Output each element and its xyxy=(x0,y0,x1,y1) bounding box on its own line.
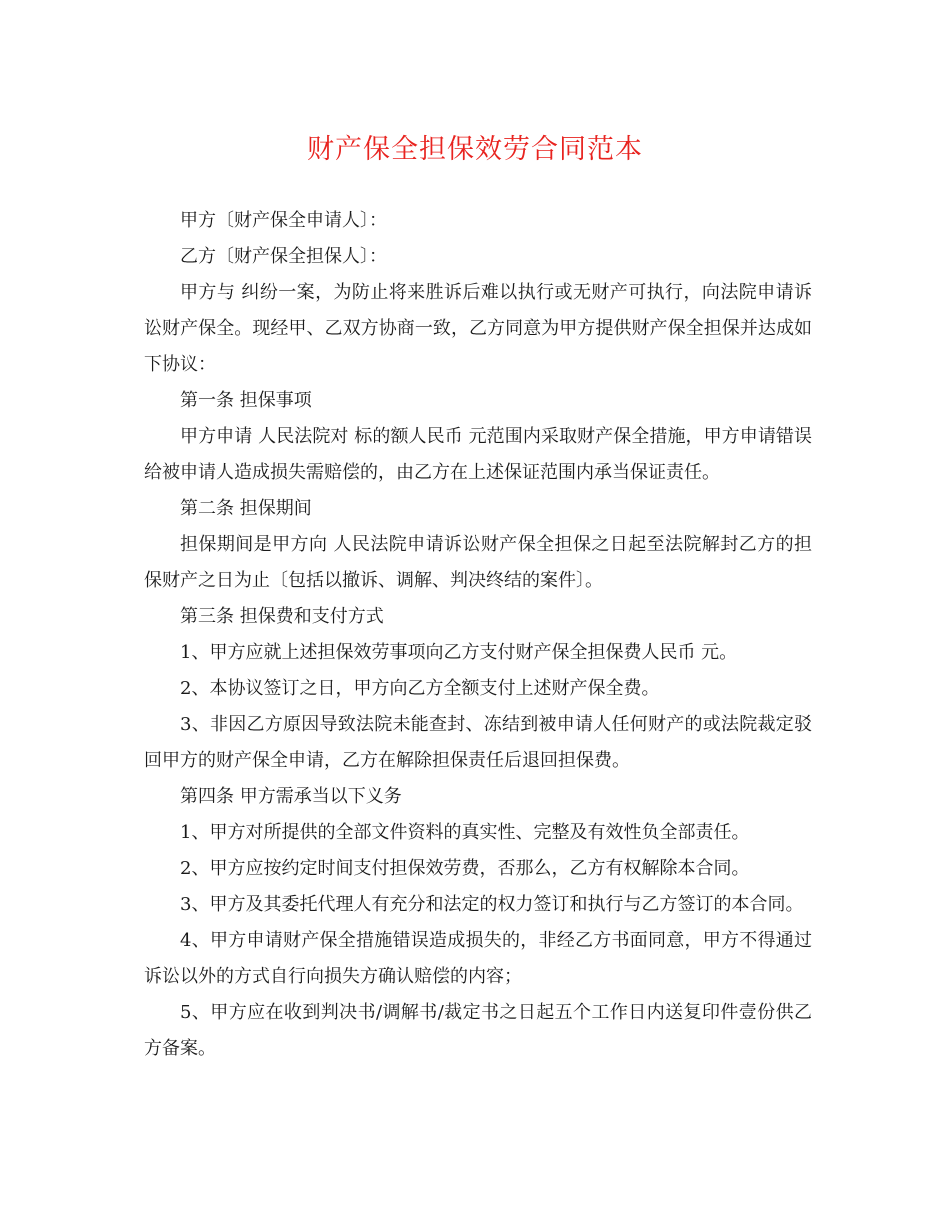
preamble-paragraph: 甲方与 纠纷一案，为防止将来胜诉后难以执行或无财产可执行，向法院申请诉讼财产保全。现经甲、乙双方协商一致，乙方同意为甲方提供财产保全担保并达成如下协议： xyxy=(144,282,812,375)
document-title: 财产保全担保效劳合同范本 xyxy=(307,134,643,165)
article-4-heading: 第四条 甲方需承当以下义务 xyxy=(180,786,402,807)
article-2-text: 担保期间是甲方向 人民法院申请诉讼财产保全担保之日起至法院解封乙方的担保财产之日为止〔包括以撤诉、调解、判决终结的案件〕。 xyxy=(144,534,812,591)
document-body xyxy=(144,203,812,1067)
article-4-item-1: 1、甲方对所提供的全部文件资料的真实性、完整及有效性负全部责任。 xyxy=(180,822,750,843)
article-1-text: 甲方申请 人民法院对 标的额人民币 元范围内采取财产保全措施，甲方申请错误给被申请人造成损失需赔偿的，由乙方在上述保证范围内承当保证责任。 xyxy=(144,426,812,483)
article-4-item-4: 4、甲方申请财产保全措施错误造成损失的，非经乙方书面同意，甲方不得通过诉讼以外的方式自行向损失方确认赔偿的内容； xyxy=(144,930,812,987)
article-3-item-1: 1、甲方应就上述担保效劳事项向乙方支付财产保全担保费人民币 元。 xyxy=(180,642,738,663)
article-2-heading: 第二条 担保期间 xyxy=(180,498,312,519)
article-3-item-3: 3、非因乙方原因导致法院未能查封、冻结到被申请人任何财产的或法院裁定驳回甲方的财产保全申请，乙方在解除担保责任后退回担保费。 xyxy=(144,714,812,771)
party-a-line: 甲方〔财产保全申请人〕： xyxy=(180,210,387,231)
article-3-item-2: 2、本协议签订之日，甲方向乙方全额支付上述财产保全费。 xyxy=(180,678,660,699)
article-4-item-5: 5、甲方应在收到判决书/调解书/裁定书之日起五个工作日内送复印件壹份供乙方备案。 xyxy=(144,1002,812,1059)
article-3-heading: 第三条 担保费和支付方式 xyxy=(180,606,384,627)
article-1-heading: 第一条 担保事项 xyxy=(180,390,312,411)
article-4-item-2: 2、甲方应按约定时间支付担保效劳费，否那么，乙方有权解除本合同。 xyxy=(180,858,750,879)
party-b-line: 乙方〔财产保全担保人〕： xyxy=(180,246,387,267)
article-4-item-3: 3、甲方及其委托代理人有充分和法定的权力签订和执行与乙方签订的本合同。 xyxy=(180,894,804,915)
